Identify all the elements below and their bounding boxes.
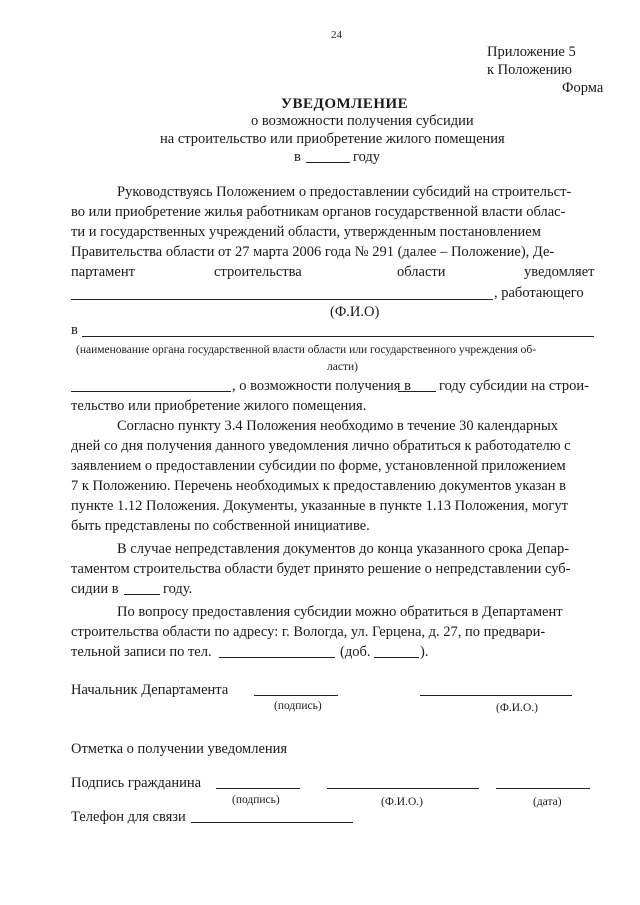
head-label: Начальник Департамента xyxy=(71,682,229,698)
p4-line-1: По вопросу предоставления субсидии можно обратиться в Департамент xyxy=(117,604,563,620)
p1-line-5-d: уведомляет xyxy=(524,264,595,280)
citizen-fio-caption: (Ф.И.О.) xyxy=(381,796,423,808)
appendix-label: Приложение 5 xyxy=(487,44,576,60)
title-subline-2: на строительство или приобретение жилого помещения xyxy=(160,131,505,147)
document-title: УВЕДОМЛЕНИЕ xyxy=(281,96,409,112)
citizen-signature-blank[interactable] xyxy=(216,788,300,789)
p3-line-2: таментом строительства области будет принято решение о непредставлении суб- xyxy=(71,561,571,577)
p2-line-4: 7 к Положению. Перечень необходимых к предоставлению документов указан в xyxy=(71,478,567,494)
title-year-suffix: году xyxy=(353,149,381,165)
citizen-fio-blank[interactable] xyxy=(327,788,479,789)
head-fio-blank[interactable] xyxy=(420,695,572,696)
fio-caption: (Ф.И.О) xyxy=(330,304,380,320)
organization-blank[interactable] xyxy=(82,336,594,337)
page-number: 24 xyxy=(331,29,342,41)
p4-line-3-b: (доб. xyxy=(340,644,371,660)
p1-line-6-suffix: , работающего xyxy=(494,285,584,301)
p2-line-6: быть представлены по собственной инициативе. xyxy=(71,518,370,534)
title-year-prefix: в xyxy=(294,149,301,165)
decision-year-blank[interactable] xyxy=(124,594,160,595)
citizen-label: Подпись гражданина xyxy=(71,775,202,791)
citizen-signature-caption: (подпись) xyxy=(232,794,280,806)
head-signature-caption: (подпись) xyxy=(274,700,322,712)
p1-line-5-a: партамент xyxy=(71,264,135,280)
p1-line-9-b: году субсидии на строи- xyxy=(439,378,589,394)
subsidy-year-blank[interactable] xyxy=(398,391,436,392)
p1-line-5-c: области xyxy=(397,264,446,280)
p3-line-1: В случае непредставления документов до конца указанного срока Депар- xyxy=(117,541,570,557)
organization-caption-2: ласти) xyxy=(327,361,358,373)
organization-caption-1: (наименование органа государственной власти области или государственного учреждения об- xyxy=(76,344,537,356)
form-label: Форма xyxy=(562,80,604,96)
date-blank[interactable] xyxy=(496,788,590,789)
p1-line-5-b: строительства xyxy=(214,264,302,280)
p1-line-10: тельство или приобретение жилого помещения. xyxy=(71,398,367,414)
p4-line-3-a: тельной записи по тел. xyxy=(71,644,212,660)
fio-blank[interactable] xyxy=(71,299,493,300)
p2-line-3: заявлением о предоставлении субсидии по форме, установленной приложением xyxy=(71,458,566,474)
appendix-ref: к Положению xyxy=(487,62,572,78)
p4-line-3-c: ). xyxy=(420,644,429,660)
p2-line-1: Согласно пункту 3.4 Положения необходимо в течение 30 календарных xyxy=(117,418,558,434)
p1-line-1: Руководствуясь Положением о предоставлении субсидий на строительст- xyxy=(117,184,572,200)
p3-line-3-a: сидии в xyxy=(71,581,119,597)
p1-line-3: ти и государственных учреждений области, утвержденным постановлением xyxy=(71,224,541,240)
p4-line-2: строительства области по адресу: г. Вологда, ул. Герцена, д. 27, по предвари- xyxy=(71,624,546,640)
receipt-label: Отметка о получении уведомления xyxy=(71,741,288,757)
p1-line-9-a: , о возможности получения в xyxy=(232,378,411,394)
p2-line-2: дней со дня получения данного уведомления лично обратиться к работодателю с xyxy=(71,438,571,454)
contact-phone-blank[interactable] xyxy=(191,822,353,823)
phone-blank[interactable] xyxy=(219,657,335,658)
phone-label: Телефон для связи xyxy=(71,809,186,825)
p1-line-2: во или приобретение жилья работникам органов государственной власти облас- xyxy=(71,204,566,220)
p2-line-5: пункте 1.12 Положения. Документы, указанные в пункте 1.13 Положения, могут xyxy=(71,498,568,514)
title-subline-1: о возможности получения субсидии xyxy=(251,113,474,129)
date-caption: (дата) xyxy=(533,796,562,808)
p1-line-4: Правительства области от 27 марта 2006 года № 291 (далее – Положение), Де- xyxy=(71,244,555,260)
head-signature-blank[interactable] xyxy=(254,695,338,696)
extension-blank[interactable] xyxy=(374,657,419,658)
in-prefix: в xyxy=(71,322,78,338)
position-blank[interactable] xyxy=(71,391,231,392)
head-fio-caption: (Ф.И.О.) xyxy=(496,702,538,714)
p3-line-3-b: году. xyxy=(163,581,193,597)
year-blank[interactable] xyxy=(306,162,350,163)
